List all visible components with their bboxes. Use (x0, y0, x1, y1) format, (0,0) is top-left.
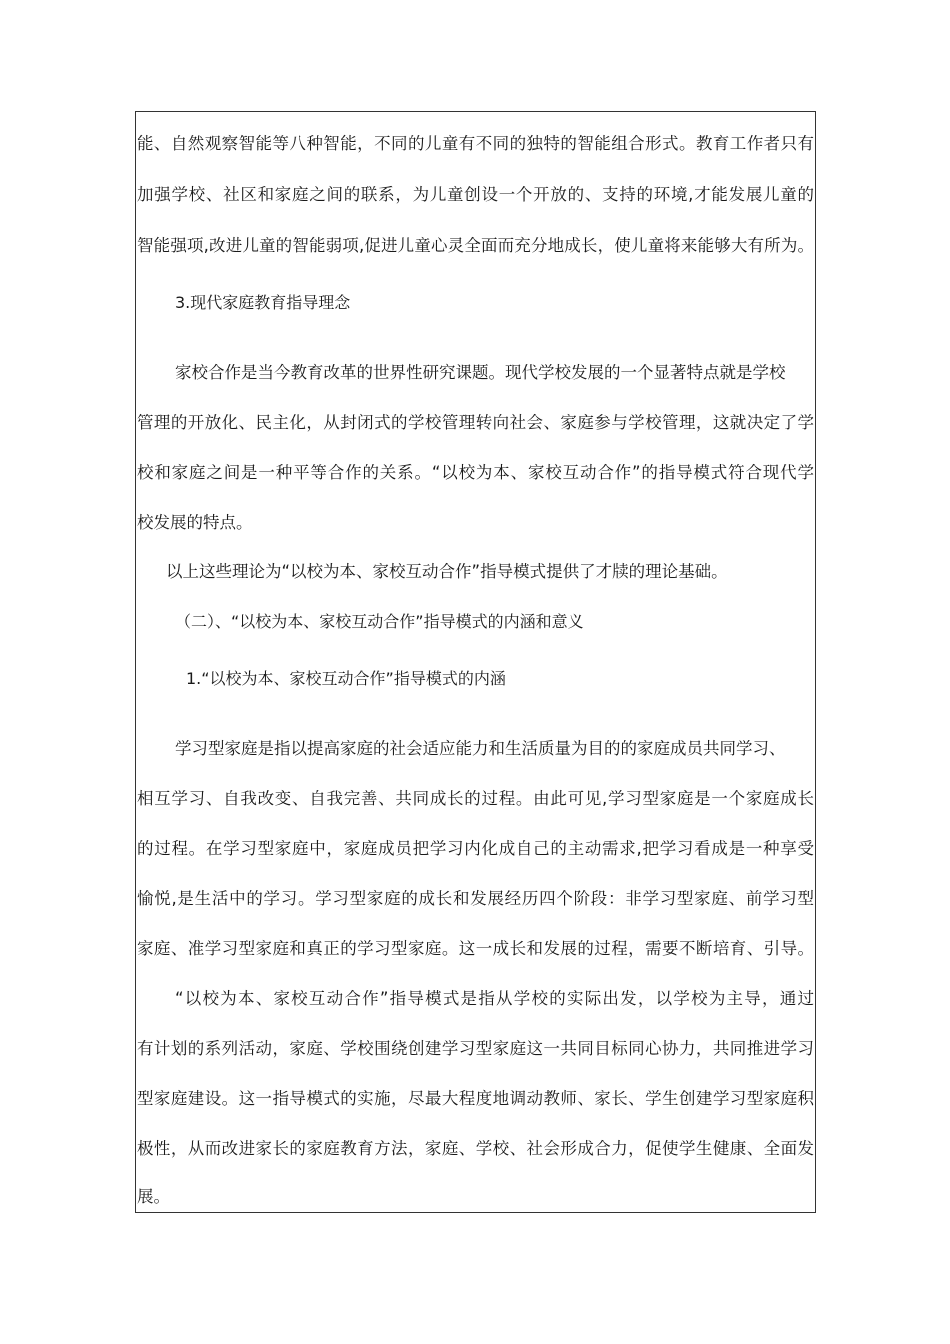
paragraph-line: 相互学习、自我改变、自我完善、共同成长的过程。由此可见,学习型家庭是一个家庭成长 (137, 789, 814, 808)
paragraph-line: 加强学校、社区和家庭之间的联系，为儿童创设一个开放的、支持的环境,才能发展儿童的 (137, 185, 814, 204)
subsection-heading: 1.“以校为本、家校互动合作”指导模式的内涵 (186, 669, 506, 688)
paragraph-line: 有计划的系列活动，家庭、学校围绕创建学习型家庭这一共同目标同心协力，共同推进学习 (137, 1039, 814, 1058)
paragraph-line: 校和家庭之间是一种平等合作的关系。“以校为本、家校互动合作”的指导模式符合现代学 (137, 463, 814, 482)
paragraph-line: 校发展的特点。 (137, 513, 253, 532)
paragraph-line: 学习型家庭是指以提高家庭的社会适应能力和生活质量为目的的家庭成员共同学习、 (175, 739, 786, 758)
paragraph-line: 管理的开放化、民主化，从封闭式的学校管理转向社会、家庭参与学校管理，这就决定了学 (137, 413, 814, 432)
paragraph-line: 智能强项,改进儿童的智能弱项,促进儿童心灵全面而充分地成长，使儿童将来能够大有所为。 (137, 236, 814, 255)
section-heading: （二）、“以校为本、家校互动合作”指导模式的内涵和意义 (175, 612, 584, 631)
paragraph-line: 能、自然观察智能等八种智能，不同的儿童有不同的独特的智能组合形式。教育工作者只有 (137, 134, 814, 153)
paragraph-line: 家校合作是当今教育改革的世界性研究课题。现代学校发展的一个显著特点就是学校 (175, 363, 786, 382)
paragraph-line: 的过程。在学习型家庭中，家庭成员把学习内化成自己的主动需求,把学习看成是一种享受 (137, 839, 814, 858)
paragraph-line: 型家庭建设。这一指导模式的实施，尽最大程度地调动教师、家长、学生创建学习型家庭积 (137, 1089, 814, 1108)
paragraph-line: “以校为本、家校互动合作”指导模式是指从学校的实际出发，以学校为主导，通过 (175, 989, 814, 1008)
paragraph-line: 愉悦,是生活中的学习。学习型家庭的成长和发展经历四个阶段：非学习型家庭、前学习型 (137, 889, 814, 908)
paragraph-line: 家庭、准学习型家庭和真正的学习型家庭。这一成长和发展的过程，需要不断培育、引导。 (137, 939, 814, 958)
paragraph-line: 极性，从而改进家长的家庭教育方法，家庭、学校、社会形成合力，促使学生健康、全面发 (137, 1139, 814, 1158)
section-heading: 3.现代家庭教育指导理念 (175, 293, 351, 312)
paragraph-line: 以上这些理论为“以校为本、家校互动合作”指导模式提供了才牍的理论基础。 (166, 562, 728, 581)
paragraph-line: 展。 (137, 1187, 170, 1206)
